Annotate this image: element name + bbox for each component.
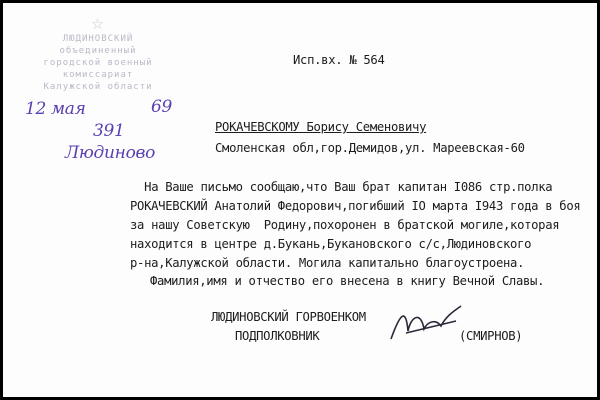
stamp-place: Людиново [65,143,156,163]
body-line: за нашу Советскую Родину,похоронен в братской могиле,которая [130,218,560,232]
military-commissariat-stamp [23,11,173,93]
stamp-date-year: 69 [151,97,173,117]
reference-number: Исп.вх. № 564 [293,53,385,67]
signatory-name: (СМИРНОВ) [459,329,523,343]
stamp-line: городской военный [43,58,153,68]
body-line: РОКАЧЕВСКИЙ Анатолий Федорович,погибший IO марта I943 года в боя [130,199,581,213]
body-line: р-на,Калужской области. Могила капитально благоустроена. [130,256,525,270]
address: Смоленская обл,гор.Демидов,ул. Мареевская-60 [215,141,525,155]
stamp-date-day: 12 [25,99,47,119]
addressee: РОКАЧЕВСКОМУ Борису Семеновичу [215,120,427,134]
stamp-line: ЛЮДИНОВСКИЙ [62,34,134,44]
body-line: находится в центре д.Букань,Букановского с/с,Людиновского [130,237,532,251]
body-line: На Ваше письмо сообщаю,что Ваш брат капитан I086 стр.полка [116,180,553,194]
stamp-line: объединенный [59,46,137,56]
stamp-line: комиссариат [62,70,134,80]
signatory-title: ЛЮДИНОВСКИЙ ГОРВОЕНКОМ [211,310,366,324]
handwritten-signature [386,301,466,346]
star-icon: ☆ [91,10,105,34]
letter-document [3,3,597,397]
stamp-number: 391 [93,121,125,141]
signatory-rank: ПОДПОЛКОВНИК [235,329,320,343]
fame-line: Фамилия,имя и отчество его внесена в книгу Вечной Славы. [150,274,545,288]
stamp-date-month: мая [51,99,86,119]
stamp-line: Калужской области [43,82,153,92]
